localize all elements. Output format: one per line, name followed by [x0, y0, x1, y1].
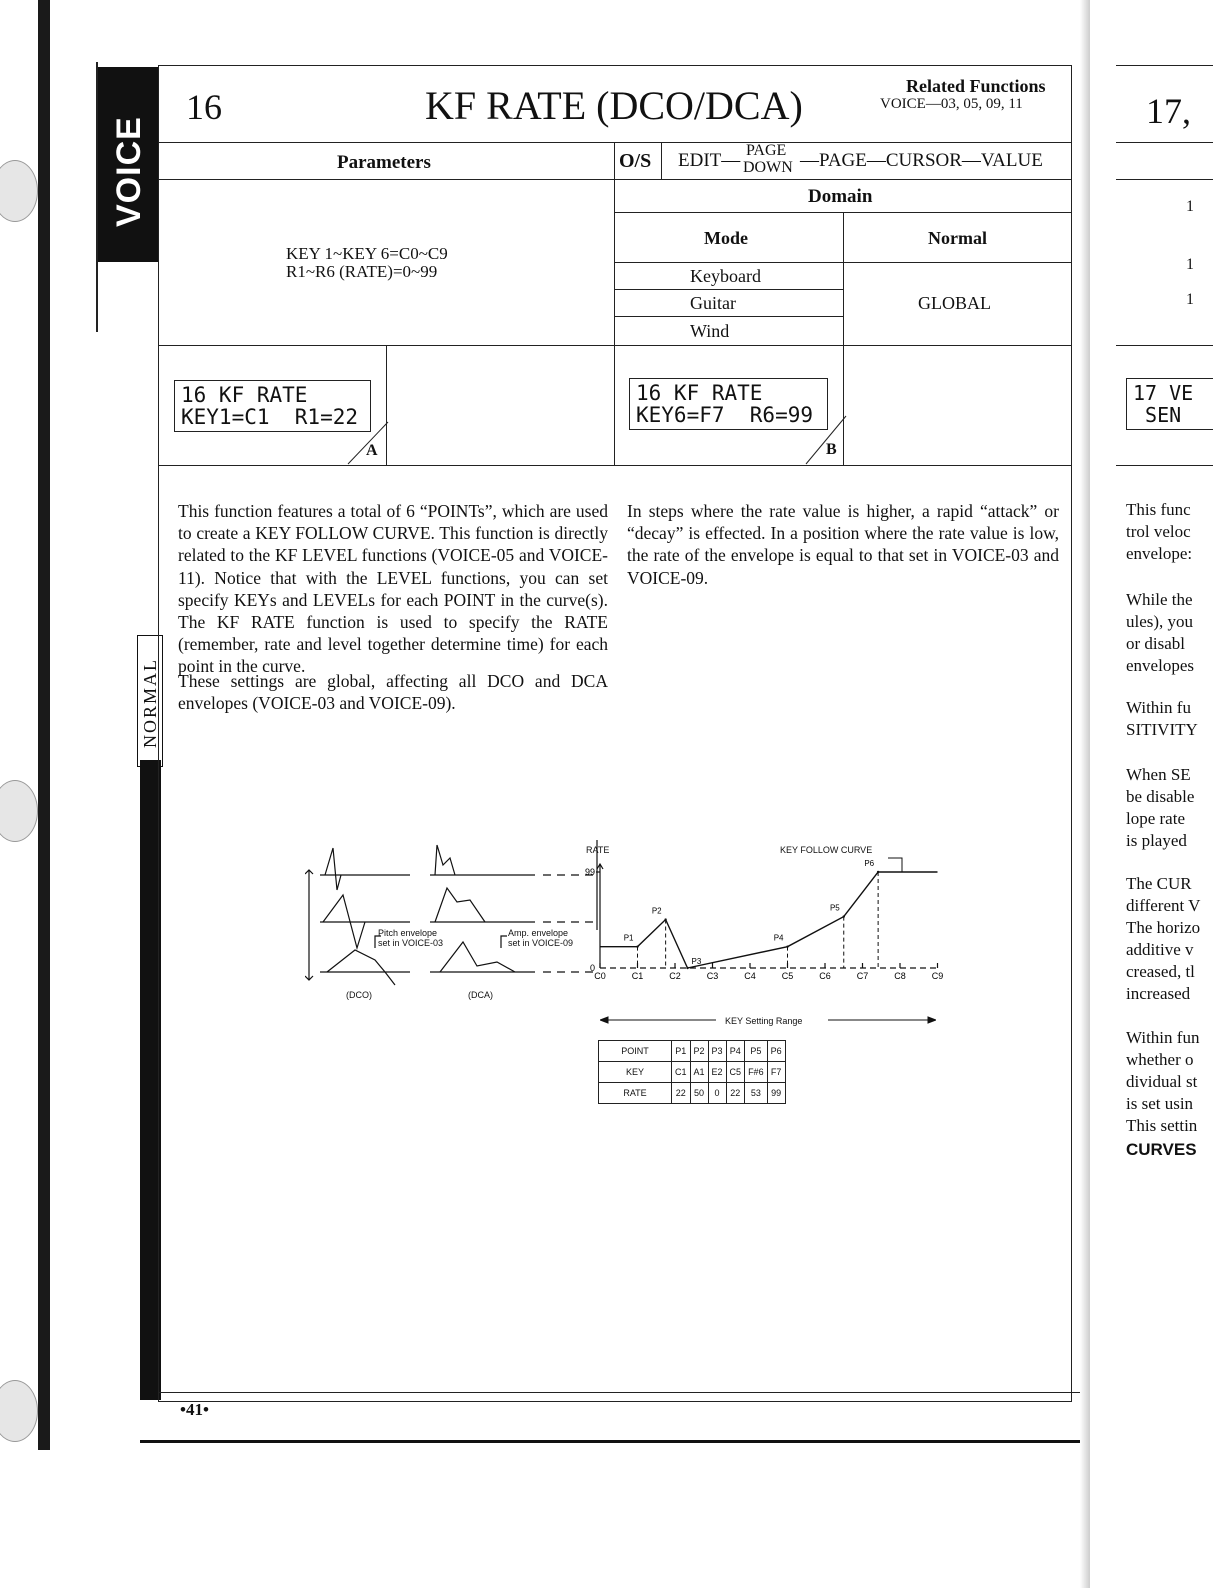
lcd-b-line2: KEY6=F7 R6=99 — [636, 403, 814, 427]
curve-point — [636, 945, 638, 947]
next-page-line: be disable — [1126, 787, 1195, 806]
table-cell: 50 — [690, 1083, 708, 1104]
lcd-b-pointer — [800, 414, 850, 466]
mode-keyboard: Keyboard — [690, 266, 761, 286]
next-page-line: different V — [1126, 896, 1201, 915]
table-cell: P1 — [672, 1041, 691, 1062]
next-page-line: This settin — [1126, 1116, 1198, 1135]
x-tick-label: C6 — [819, 971, 831, 981]
table-row-label: KEY — [599, 1062, 672, 1083]
lcd-a-tag: A — [366, 442, 378, 459]
next-page-line: While the — [1126, 590, 1193, 609]
pitch-envelope-label — [378, 928, 443, 948]
table-cell: P2 — [690, 1041, 708, 1062]
related-functions-list: VOICE—03, 05, 09, 11 — [880, 96, 1023, 112]
next-page-line: The CUR — [1126, 874, 1192, 893]
table-row — [599, 1062, 786, 1083]
table-cell: F#6 — [745, 1062, 768, 1083]
table-row — [599, 1083, 786, 1104]
point-label: P1 — [623, 933, 634, 943]
text-left-para2: These settings are global, affecting all DCO and DCA envelopes (VOICE-03 and VOICE-09). — [178, 671, 608, 714]
footer-rule — [158, 1392, 1208, 1393]
next-page — [1090, 0, 1213, 1588]
table-cell: E2 — [708, 1062, 726, 1083]
lcd-b-tag: B — [826, 441, 837, 458]
param-key-range: KEY 1~KEY 6=C0~C9 — [286, 244, 448, 263]
next-page-line: Within fun — [1126, 1028, 1200, 1047]
next-page-line: envelopes — [1126, 656, 1194, 675]
table-cell: 0 — [708, 1083, 726, 1104]
table-cell: A1 — [690, 1062, 708, 1083]
nav-rest: —PAGE—CURSOR—VALUE — [800, 150, 1043, 171]
next-page-line: creased, tl — [1126, 962, 1195, 981]
table-cell: 22 — [726, 1083, 745, 1104]
key-follow-chart — [570, 840, 950, 1030]
mode-wind: Wind — [690, 321, 730, 341]
table-cell: 99 — [767, 1083, 785, 1104]
envelope-illustration — [305, 840, 605, 1010]
x-tick-label: C1 — [631, 971, 644, 981]
key-range-arrow — [600, 1014, 936, 1026]
rule — [614, 316, 844, 317]
table-row-label: POINT — [599, 1041, 672, 1062]
dco-label: (DCO) — [346, 990, 372, 1000]
y-tick-label: 99 — [584, 867, 595, 877]
voice-tab-label: VOICE — [110, 116, 148, 227]
next-page-line: The horizo — [1126, 918, 1201, 937]
next-page-line: dividual st — [1126, 1072, 1198, 1091]
point-label: P5 — [829, 903, 840, 913]
next-digit: 1 — [1186, 291, 1194, 308]
lcd-a-line1: 16 KF RATE — [181, 383, 308, 407]
lcd-display-b — [629, 378, 828, 430]
point-label: P3 — [691, 957, 702, 966]
curve-point — [843, 915, 845, 917]
rule — [661, 142, 662, 179]
key-follow-curve — [600, 872, 938, 968]
rule — [614, 289, 844, 290]
chart-y-label: RATE — [586, 845, 610, 855]
y-tick-label: 0 — [589, 963, 595, 973]
point-label: P2 — [651, 906, 662, 916]
table-cell: P6 — [767, 1041, 785, 1062]
voice-tab — [98, 67, 158, 262]
pitch-label-line2: set in VOICE-03 — [378, 938, 444, 948]
normal-label: Normal — [928, 228, 987, 248]
table-cell: 22 — [672, 1083, 691, 1104]
normal-tab-label: NORMAL — [140, 657, 160, 748]
next-digit: 1 — [1186, 198, 1194, 215]
next-page-line: whether o — [1126, 1050, 1194, 1069]
next-digit: 1 — [1186, 256, 1194, 273]
pitch-label-line1: Pitch envelope — [378, 928, 438, 938]
chart-x-label: KEY Setting Range — [725, 1016, 803, 1026]
x-tick-label: C8 — [894, 971, 906, 981]
bottom-edge — [140, 1440, 1080, 1443]
next-page-line: This func — [1126, 500, 1191, 519]
global-label: GLOBAL — [918, 293, 991, 313]
next-page-line: Within fu — [1126, 698, 1191, 717]
x-tick-label: C7 — [856, 971, 869, 981]
amp-envelope-label — [508, 928, 573, 948]
next-page-line: additive v — [1126, 940, 1194, 959]
rule — [158, 465, 1071, 466]
rule — [1116, 465, 1213, 466]
text-right-para: In steps where the rate value is higher, a rapid “attack” or “decay” is effected. In a position where the rate value is low, the rate of the envelope is equal to that set in VOICE-03 and VOICE-09. — [627, 501, 1059, 588]
binder-edge — [38, 0, 50, 1450]
table-cell: P4 — [726, 1041, 745, 1062]
next-page-line: When SE — [1126, 765, 1191, 784]
x-tick-label: C5 — [781, 971, 794, 981]
next-page-line: is played — [1126, 831, 1187, 850]
table-cell: C1 — [672, 1062, 691, 1083]
chart-title: KEY FOLLOW CURVE — [780, 845, 873, 855]
table-cell: C5 — [726, 1062, 745, 1083]
page-title: KF RATE (DCO/DCA) — [425, 83, 803, 128]
x-tick-label: C9 — [931, 971, 944, 981]
curve-point — [686, 967, 688, 969]
rule — [1116, 345, 1213, 346]
title-connector — [888, 858, 902, 872]
nav-edit: EDIT— — [678, 150, 741, 171]
rule — [1116, 142, 1213, 143]
table-cell: P3 — [708, 1041, 726, 1062]
next-lcd — [1126, 378, 1213, 430]
dca-label: (DCA) — [468, 990, 493, 1000]
curve-point — [877, 871, 879, 873]
x-tick-label: C0 — [594, 971, 606, 981]
related-functions-title: Related Functions — [906, 76, 1046, 96]
point-table — [598, 1040, 786, 1104]
page-number: •41• — [180, 1400, 209, 1419]
next-page-line: envelope: — [1126, 544, 1193, 563]
x-tick-label: C2 — [669, 971, 681, 981]
nav-page-top: PAGE — [746, 142, 787, 159]
next-page-line: is set usin — [1126, 1094, 1194, 1113]
mode-label: Mode — [704, 228, 748, 248]
next-page-line: lope rate — [1126, 809, 1185, 828]
nav-page-bottom: DOWN — [743, 159, 793, 176]
table-row-label: RATE — [599, 1083, 672, 1104]
next-page-line: or disabl — [1126, 634, 1186, 653]
param-rate-range: R1~R6 (RATE)=0~99 — [286, 262, 438, 281]
x-tick-label: C4 — [744, 971, 756, 981]
table-row — [599, 1041, 786, 1062]
domain-heading: Domain — [808, 186, 873, 207]
rule — [614, 142, 615, 465]
parameters-heading: Parameters — [337, 152, 431, 173]
lcd-b-line1: 16 KF RATE — [636, 381, 763, 405]
table-cell: 53 — [745, 1083, 768, 1104]
table-cell: P5 — [745, 1041, 768, 1062]
amp-label-line1: Amp. envelope — [508, 928, 569, 938]
rule — [1116, 179, 1213, 180]
os-label: O/S — [619, 150, 652, 172]
point-label: P4 — [773, 933, 784, 943]
x-tick-label: C3 — [706, 971, 719, 981]
amp-label-line2: set in VOICE-09 — [508, 938, 574, 948]
lcd-a-pointer — [340, 420, 390, 466]
next-page-line: SITIVITY — [1126, 720, 1198, 739]
table-cell: F7 — [767, 1062, 785, 1083]
text-left-para1: This function features a total of 6 “POINTs”, which are used to create a KEY FOLLOW CURVE. This function is directly related to the KF LEVEL functions (VOICE-05 and VOICE-11). Notice that with the LEVEL functions, you can set specify KEYs and LEVELs for each POINT in the curve(s). The KF RATE function is used to specify the RATE (remember, rate and level together determine time) for each point in the curve. — [178, 501, 608, 677]
next-lcd-line1: 17 VE — [1133, 381, 1194, 405]
mode-guitar: Guitar — [690, 293, 736, 313]
next-page-line: ules), you — [1126, 612, 1194, 631]
next-lcd-line2: SEN — [1133, 403, 1182, 427]
rule — [1116, 65, 1213, 66]
next-page-line: increased — [1126, 984, 1191, 1003]
function-number: 16 — [186, 87, 222, 127]
point-label: P6 — [864, 859, 875, 868]
curve-point — [786, 945, 788, 947]
lcd-a-line2: KEY1=C1 R1=22 — [181, 405, 359, 429]
next-function-number: 17, — [1146, 91, 1191, 131]
curve-point — [664, 918, 666, 920]
next-page-line: trol veloc — [1126, 522, 1191, 541]
next-page-line: CURVES — [1126, 1140, 1197, 1159]
